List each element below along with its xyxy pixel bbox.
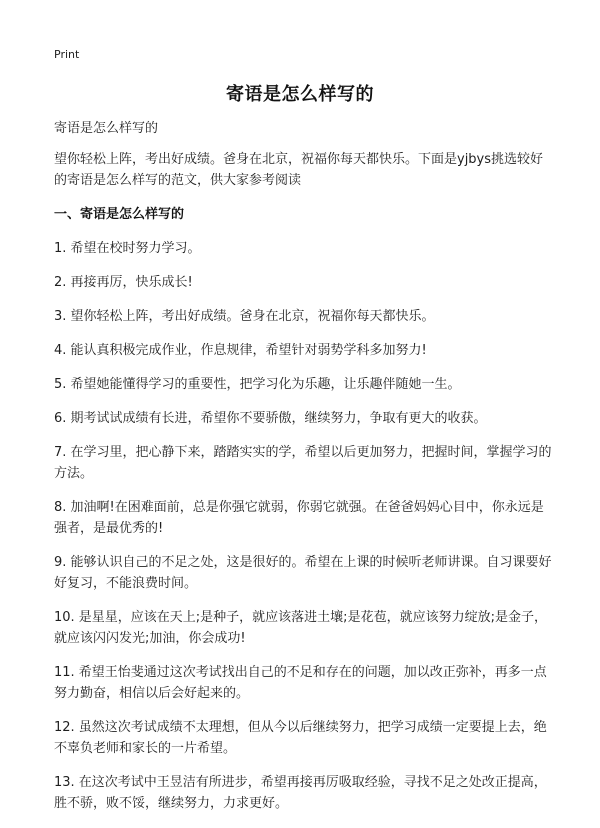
list-item: 6. 期考试试成绩有长进，希望你不要骄傲，继续努力，争取有更大的收获。 <box>54 411 487 426</box>
list-item: 3. 望你轻松上阵，考出好成绩。爸身在北京，祝福你每天都快乐。 <box>54 309 435 324</box>
list-item: 11. 希望王怡斐通过这次考试找出自己的不足和存在的问题，加以改正弥补，再多一点努力勤奋，相信以后会好起来的。 <box>54 665 547 701</box>
section-heading: 一、寄语是怎么样写的 <box>54 207 185 222</box>
list-item: 7. 在学习里，把心静下来，踏踏实实的学，希望以后更加努力，把握时间，掌握学习的方法。 <box>54 445 552 481</box>
list-item: 2. 再接再厉，快乐成长! <box>54 275 193 290</box>
document-subtitle: 寄语是怎么样写的 <box>54 121 159 136</box>
list-item: 12. 虽然这次考试成绩不太理想，但从今以后继续努力，把学习成绩一定要提上去，绝不辜负老师和家长的一片希望。 <box>54 720 547 756</box>
list-item: 9. 能够认识自己的不足之处，这是很好的。希望在上课的时候听老师讲课。自习课要好好复习，不能浪费时间。 <box>54 555 552 591</box>
list-item: 10. 是星星，应该在天上;是种子，就应该落进土壤;是花苞，就应该努力绽放;是金子，就应该闪闪发光;加油，你会成功! <box>54 610 547 646</box>
document-body <box>54 118 556 827</box>
list-item: 4. 能认真积极完成作业，作息规律，希望针对弱势学科多加努力! <box>54 343 427 358</box>
list-item: 8. 加油啊!在困难面前，总是你强它就弱，你弱它就强。在爸爸妈妈心目中，你永远是强者，是最优秀的! <box>54 500 544 536</box>
page-title: 寄语是怎么样写的 <box>226 84 374 105</box>
list-item: 1. 希望在校时努力学习。 <box>54 241 201 256</box>
list-item: 5. 希望她能懂得学习的重要性，把学习化为乐趣，让乐趣伴随她一生。 <box>54 377 461 392</box>
list-item: 13. 在这次考试中王昱洁有所进步，希望再接再厉吸取经验，寻找不足之处改正提高，胜不骄，败不馁，继续努力，力求更好。 <box>54 775 547 811</box>
print-label: Print <box>54 48 80 61</box>
intro-paragraph: 望你轻松上阵，考出好成绩。爸身在北京，祝福你每天都快乐。下面是yjbys挑选较好的寄语是怎么样写的范文，供大家参考阅读 <box>54 152 544 188</box>
